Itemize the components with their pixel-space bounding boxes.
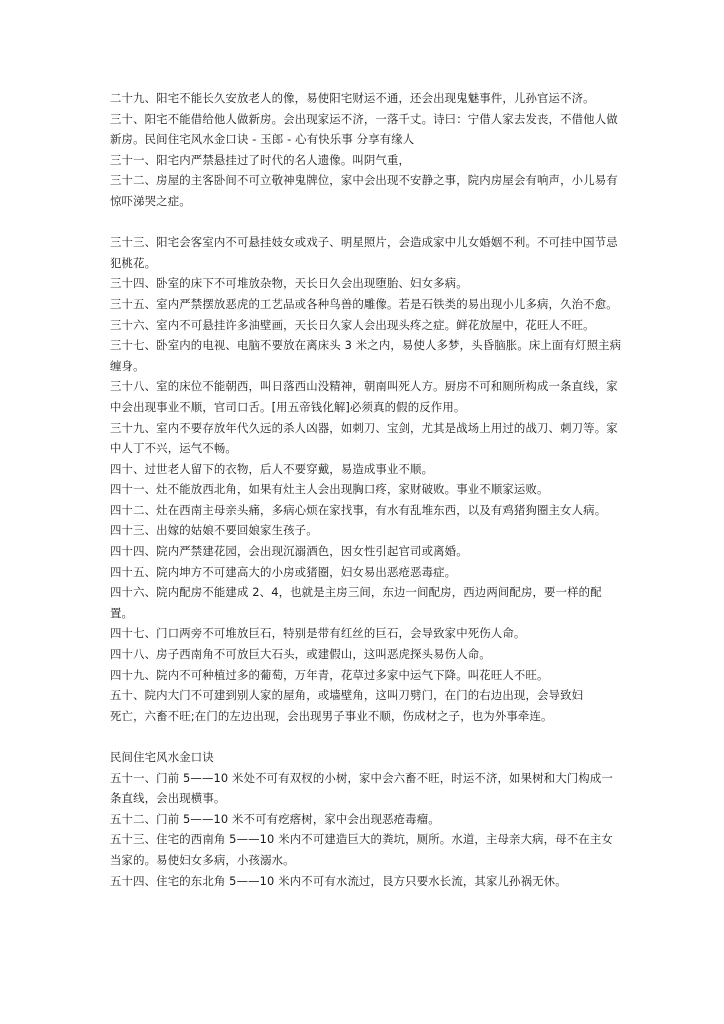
rule-41: 四十一、灶不能放西北角，如果有灶主人会出现胸口疼，家财破败。事业不顺家运败。 [110,482,549,497]
rule-39: 三十九、室内不要存放年代久远的杀人凶器，如刺刀、宝剑，尤其是战场上用过的战刀、刺刀等。家中人丁不兴，运气不畅。 [110,420,618,456]
rule-50-continued: 死亡，六畜不旺;在门的左边出现，会出现男子事业不顺，伤成材之子，也为外事牵连。 [110,708,553,723]
rule-38: 三十八、室的床位不能朝西，叫日落西山没精神，朝南叫死人方。厨房不可和厕所构成一条直线，家中会出现事业不顺，官司口舌。[用五帝钱化解]必须真的假的反作用。 [110,379,618,414]
rule-31: 三十一、阳宅内严禁悬挂过了时代的名人遗像。叫阴气重， [110,152,411,167]
paragraph-spacer [110,726,622,747]
rule-35: 三十五、室内严禁摆放恶虎的工艺品或各种鸟兽的雕像。若是石铁类的易出现小儿多病，久治不愈。 [110,296,618,311]
rule-50: 五十、院内大门不可建到别人家的屋角，或墙壁角，这叫刀劈门，在门的右边出现，会导致妇 [110,688,584,703]
rule-48: 四十八、房子西南角不可放巨大石头，或建假山，这叫恶虎探头易伤人命。 [110,647,491,662]
section-heading: 民间住宅风水金口诀 [110,750,214,764]
rule-30: 三十、阳宅不能借给他人做新房。会出现家运不济，一落千丈。诗曰：宁借人家去发丧，不借他人做新房。民间住宅风水金口诀 - 玉郎 - 心有快乐事 分享有缘人 [110,111,618,147]
rule-42: 四十二、灶在西南主母亲头痛，多病心烦在家找事，有水有乱堆东西，以及有鸡猪狗圈主女人病。 [110,502,607,517]
rule-34: 三十四、卧室的床下不可堆放杂物，天长日久会出现堕胎、妇女多病。 [110,276,468,291]
rule-40: 四十、过世老人留下的衣物，后人不要穿戴，易造成事业不顺。 [110,461,434,476]
rule-32: 三十二、房屋的主客卧间不可立敬神鬼牌位，家中会出现不安静之事，院内房屋会有响声，小儿易有惊吓涕哭之症。 [110,173,618,208]
rule-52: 五十二、门前 5——10 米不可有疙瘩树，家中会出现恶疮毒瘤。 [110,811,440,826]
rule-51: 五十一、门前 5——10 米处不可有双杈的小树，家中会六畜不旺，时运不济，如果树和大门构成一条直线，会出现横事。 [110,770,613,806]
rule-43: 四十三、出嫁的姑娘不要回娘家生孩子。 [110,523,318,538]
document-page [110,88,622,891]
rule-33: 三十三、阳宅会客室内不可悬挂妓女或戏子、明星照片，会造成家中儿女婚姻不利。不可挂中国节忌犯桃花。 [110,235,618,270]
rule-47: 四十七、门口两旁不可堆放巨石，特别是带有红丝的巨石，会导致家中死伤人命。 [110,626,526,641]
rule-44: 四十四、院内严禁建花园，会出现沉溺酒色，因女性引起官司或离婚。 [110,544,468,559]
rule-46: 四十六、院内配房不能建成 2、4，也就是主房三间，东边一间配房，西边两间配房，要一样的配置。 [110,585,602,620]
paragraph-spacer [110,212,622,233]
rule-36: 三十六、室内不可悬挂许多油壁画，天长日久家人会出现头疼之症。鲜花放屋中，花旺人不旺。 [110,317,595,332]
rule-37: 三十七、卧室内的电视、电脑不要放在离床头 3 米之内，易使人多梦，头昏脑胀。床上面有灯照主病缠身。 [110,338,622,373]
rule-45: 四十五、院内坤方不可建高大的小房或猪圈，妇女易出恶疮恶毒症。 [110,564,457,579]
rule-53: 五十三、住宅的西南角 5——10 米内不可建造巨大的粪坑，厕所。水道，主母亲大病，母不在主女当家的。易使妇女多病，小孩溺水。 [110,832,613,867]
rule-29: 二十九、阳宅不能长久安放老人的像，易使阳宅财运不通，还会出现鬼魅事件，儿孙官运不济。 [110,91,595,105]
rule-54: 五十四、住宅的东北角 5——10 米内不可有水流过，艮方只要水长流，其家儿孙祸无休。 [110,873,567,888]
rule-49: 四十九、院内不可种植过多的葡萄，万年青，花草过多家中运气下降。叫花旺人不旺。 [110,667,549,682]
